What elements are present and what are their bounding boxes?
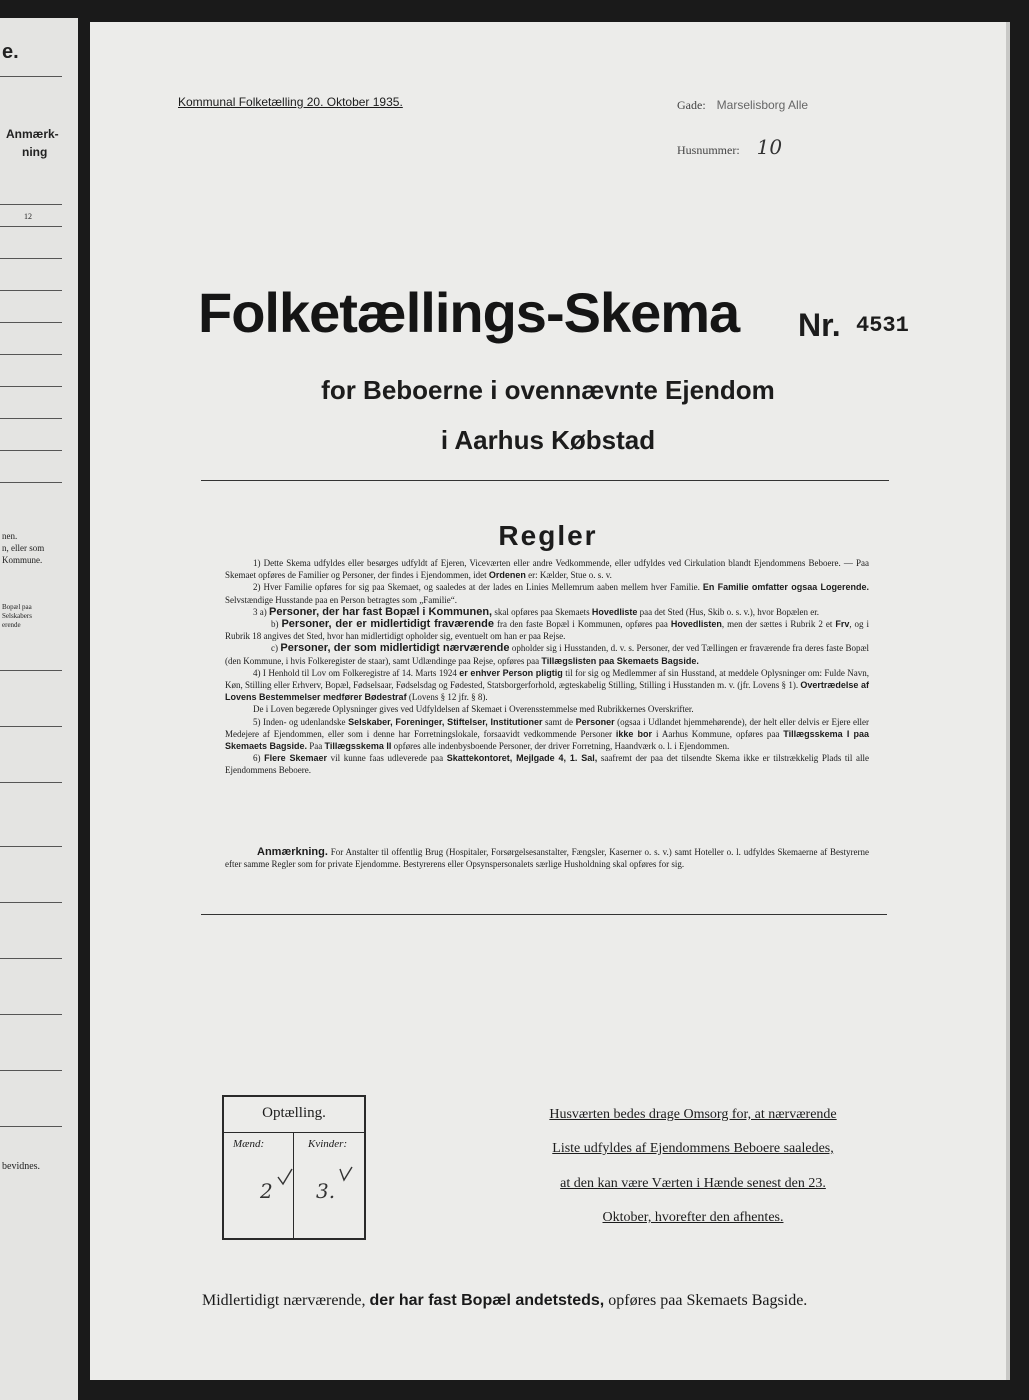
page-edge xyxy=(1006,22,1010,1380)
footer-note: Midlertidigt nærværende, der har fast Bopæl andetsteds, opføres paa Skemaets Bagside. xyxy=(202,1292,808,1309)
left-page-rule xyxy=(0,670,62,671)
left-page-rule xyxy=(0,450,62,451)
house-number-value: 10 xyxy=(756,135,783,159)
left-page-bevidnes: bevidnes. xyxy=(2,1161,41,1172)
rule-4b: De i Loven begærede Oplysninger gives ved Udfyldelsen af Skemaet i Overensstemmelse med Rubrikkernes Overskrifter. xyxy=(253,704,694,715)
left-page-rule xyxy=(0,258,62,259)
remark-note xyxy=(225,846,869,870)
left-page-note1-line2: n, eller som xyxy=(2,543,45,553)
rules-body xyxy=(225,557,869,777)
tally-title: Optælling. xyxy=(262,1105,326,1121)
rule-1: 1) Dette Skema udfyldes eller besørges udfyldt af Ejeren, Viceværten eller andre Vedkommende, eller udfyldes ved Cirkulation blandt Ejendommens Beboere. — Paa Skemaet opføres de Familier og Personer, der findes i Ejendommen, idet Ordenen er: Kælder, Stue o. s. v. xyxy=(225,558,869,581)
left-page-anm-line1: Anmærk- xyxy=(6,127,59,141)
rule-3c: c) Personer, der som midlertidigt nærværende opholder sig i Husstanden, d. v. s. Personer, der ved Tællingen er fraværende fra deres faste Bopæl (den Kommune, i hvis Folkeregister de staar), samt Udlændinge paa Rejse, opføres paa Tillægslisten paa Skemaets Bagside. xyxy=(225,642,870,666)
notice-line-3: at den kan være Værten i Hænde senest den 23. xyxy=(560,1176,826,1191)
rule-4: 4) I Henhold til Lov om Folkeregistre af 14. Marts 1924 er enhver Person pligtig til for sig og Medlemmer af sin Husstand, at meddele Oplysninger om: Fulde Navn, Køn, Stilling eller Erhverv, Bopæl, Fødselsaar, Fødselsdag og Fødested, Statsborgerforhold, ægteskabelig Stilling, Stilling i Husstanden m. v. (jfr. Lovens § 1). Overtrædelse af Lovens Bestemmelser medfører Bødestraf (Lovens § 12 jfr. § 8). xyxy=(225,667,870,703)
left-page-rule xyxy=(0,902,62,903)
left-page-rule xyxy=(0,322,62,323)
rule-2: 2) Hver Familie opføres for sig paa Skemaet, og saaledes at der lades en Linies Mellemrum aaben mellem hver Familie. En Familie omfatter ogsaa Logerende. Selvstændige Husstande paa en Person betragtes som „Familie“. xyxy=(225,582,869,605)
form-subtitle-residents: for Beboerne i ovennævnte Ejendom xyxy=(321,375,775,405)
left-page-rule xyxy=(0,226,62,227)
left-page-rule xyxy=(0,290,62,291)
tally-men-label: Mænd: xyxy=(233,1138,265,1150)
left-page-note1-line1: nen. xyxy=(2,531,18,541)
rule-3a: 3 a) Personer, der har fast Bopæl i Kommunen, skal opføres paa Skemaets Hovedliste paa det Sted (Hus, Skib o. s. v.), hvor Bopælen er. xyxy=(253,605,820,618)
checkmark-icon xyxy=(338,1165,354,1185)
left-page-note1-line3: Kommune. xyxy=(2,555,43,565)
notice-line-2: Liste udfyldes af Ejendommens Beboere saaledes, xyxy=(552,1141,834,1156)
street-value: Marselisborg Alle xyxy=(716,98,809,112)
left-page-rule xyxy=(0,846,62,847)
house-number-label: Husnummer: xyxy=(677,143,740,157)
form-number-label: Nr. xyxy=(798,307,841,343)
left-page-rule xyxy=(0,782,62,783)
street-field xyxy=(677,98,808,113)
form-title: Folketællings-Skema xyxy=(198,281,740,344)
notice-line-1: Husværten bedes drage Omsorg for, at nærværende xyxy=(549,1107,837,1122)
left-page-rule xyxy=(0,1014,62,1015)
remark-text: For Anstalter til offentlig Brug (Hospitaler, Forsørgelsesanstalter, Fængsler, Kaserner o. s. v.) samt Hoteller o. l. udfyldes Skemaerne af Bestyrerne efter samme Regler som for private Ejendomme. Bestyrerens eller Opsynspersonalets særlige Husholdning skal opføres for sig. xyxy=(225,847,870,870)
form-subtitle-city: i Aarhus Købstad xyxy=(440,425,656,455)
divider-bottom xyxy=(201,914,887,915)
form-number-stamp: 4531 xyxy=(856,313,909,338)
rule-5: 5) Inden- og udenlandske Selskaber, Foreninger, Stiftelser, Institutioner samt de Personer (ogsaa i Udlandet hjemmehørende), der helt eller delvis er Ejere eller Medejere af Ejendommen, eller som i denne har Forretningslokale, forsaavidt vedkommende Personer ikke bor i Aarhus Kommune, opføres paa Tillægsskema I paa Skemaets Bagside. Paa Tillægsskema II opføres alle indenbysboende Personer, der driver Forretning, Haandværk o. l. i Ejendommen. xyxy=(225,716,870,752)
census-header-line: Kommunal Folketælling 20. Oktober 1935. xyxy=(178,95,403,109)
left-page-rule xyxy=(0,76,62,77)
notice-line-4: Oktober, hvorefter den afhentes. xyxy=(602,1210,784,1225)
left-page-rule xyxy=(0,354,62,355)
tally-women-value: 3. xyxy=(316,1179,336,1203)
census-form-page xyxy=(90,22,1006,1380)
remark-label: Anmærkning. xyxy=(257,846,328,858)
left-page-rule xyxy=(0,386,62,387)
left-page-note2-line2: Selskabers xyxy=(2,612,32,620)
left-page-note2-line1: Bopæl paa xyxy=(2,603,32,611)
rule-6: 6) Flere Skemaer vil kunne faas udleverede paa Skattekontoret, Mejlgade 4, 1. Sal, saafremt der paa det tilsendte Skema ikke er tilstrækkelig Plads til alle Ejendommens Beboere. xyxy=(225,753,870,776)
tally-men-value: 2 xyxy=(260,1179,273,1203)
left-page-rule xyxy=(0,958,62,959)
left-page-rule xyxy=(0,726,62,727)
left-page-e-fragment: e. xyxy=(2,41,19,63)
tally-box xyxy=(222,1095,366,1240)
tally-women-label: Kvinder: xyxy=(308,1138,348,1150)
left-page-col-number: 12 xyxy=(24,212,32,221)
left-page-note2-line3: erende xyxy=(2,621,21,629)
left-page-rule xyxy=(0,204,62,205)
left-page-rule xyxy=(0,482,62,483)
left-page-rule xyxy=(0,418,62,419)
divider-top xyxy=(201,480,889,481)
checkmark-icon xyxy=(276,1167,294,1187)
left-page-fragment xyxy=(0,18,78,1400)
left-page-rule xyxy=(0,1070,62,1071)
rule-3b: b) Personer, der er midlertidigt fraværende fra den faste Bopæl i Kommunen, opføres paa Hovedlisten, men der sættes i Rubrik 2 et Frv, og i Rubrik 18 angives det Sted, hvor han midlertidigt opholder sig, eventuelt om han er paa Rejse. xyxy=(225,618,870,642)
street-label: Gade: xyxy=(677,98,706,112)
house-number-field xyxy=(677,135,782,159)
tally-divider xyxy=(224,1132,364,1133)
left-page-anm-line2: ning xyxy=(22,145,48,159)
left-page-rule xyxy=(0,1126,62,1127)
rules-heading: Regler xyxy=(498,520,598,551)
